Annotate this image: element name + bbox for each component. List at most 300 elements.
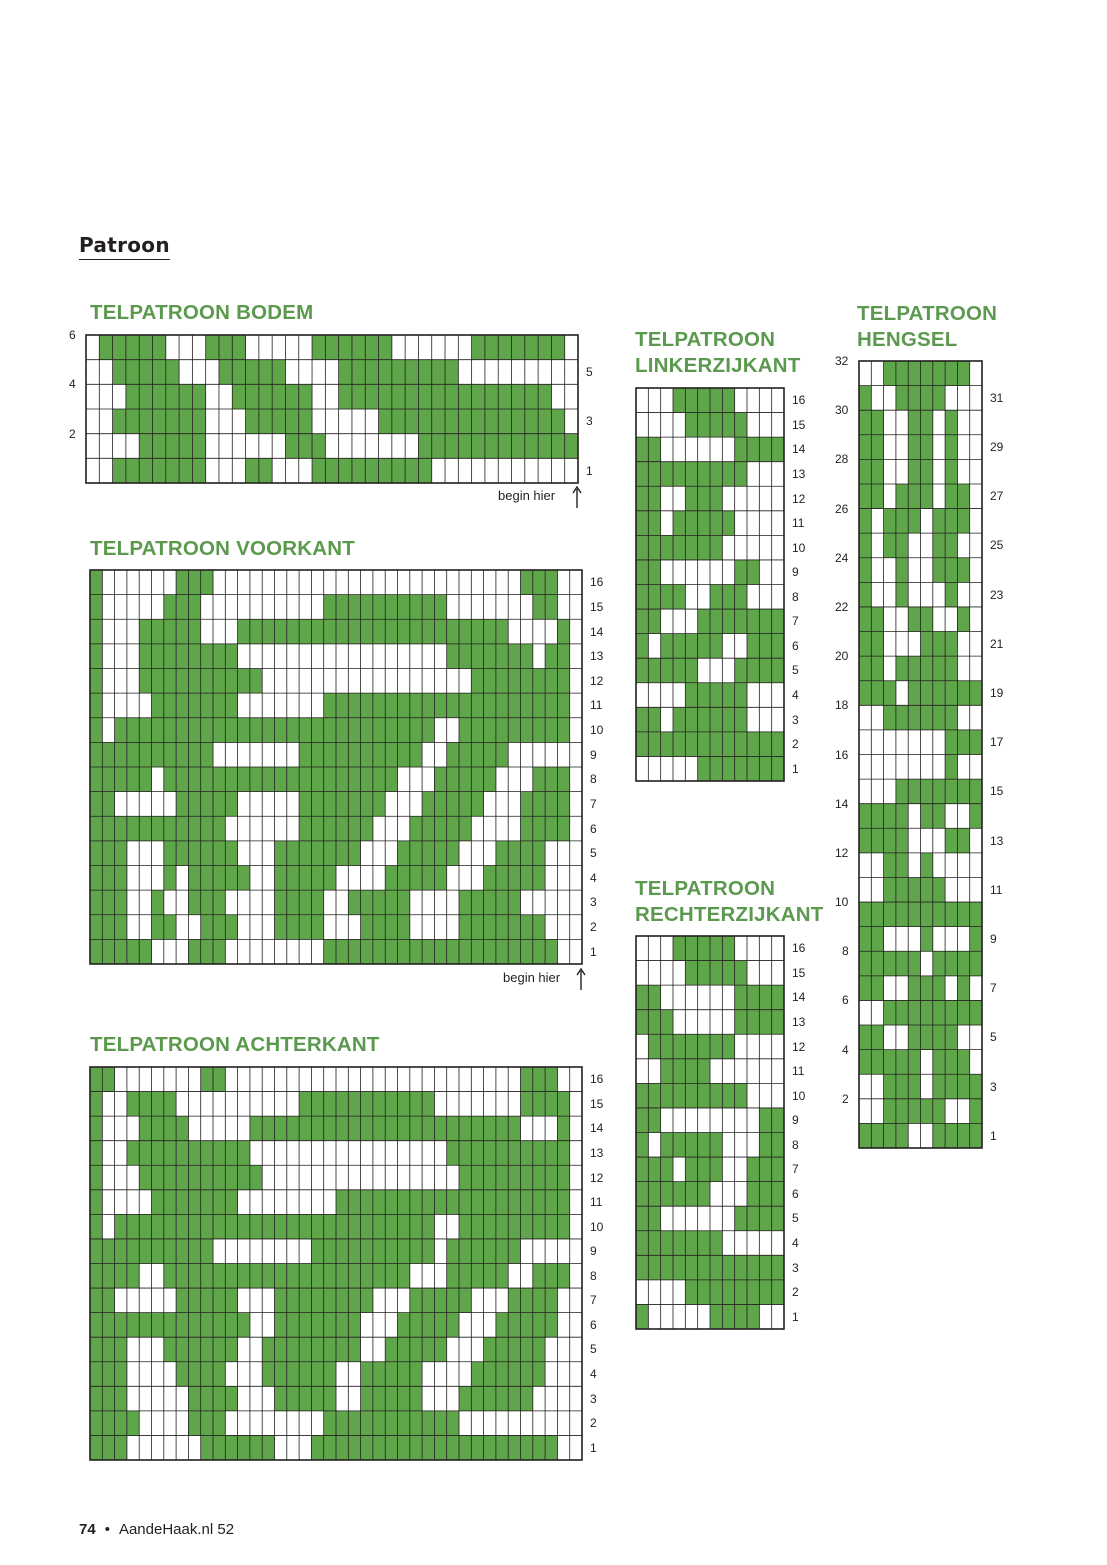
filled-stitch [759, 1010, 772, 1035]
filled-stitch [722, 388, 735, 413]
filled-stitch [710, 961, 723, 986]
filled-stitch [201, 644, 214, 669]
filled-stitch [201, 1264, 214, 1289]
filled-stitch [673, 1034, 686, 1059]
filled-stitch [348, 693, 361, 718]
filled-stitch [392, 384, 406, 409]
filled-stitch [90, 1411, 103, 1436]
filled-stitch [287, 866, 300, 891]
filled-stitch [722, 511, 735, 536]
filled-stitch [884, 1000, 897, 1025]
filled-stitch [735, 1255, 748, 1280]
filled-stitch [259, 458, 273, 483]
row-number: 22 [835, 599, 849, 614]
filled-stitch [250, 1264, 263, 1289]
filled-stitch [859, 410, 872, 435]
filled-stitch [636, 707, 649, 732]
filled-stitch [164, 1239, 177, 1264]
filled-stitch [152, 384, 166, 409]
filled-stitch [533, 866, 546, 891]
filled-stitch [735, 585, 748, 610]
filled-stitch [735, 658, 748, 683]
filled-stitch [508, 1386, 521, 1411]
filled-stitch [262, 1116, 275, 1141]
filled-stitch [225, 1214, 238, 1239]
filled-stitch [102, 1362, 115, 1387]
row-number: 31 [990, 390, 1004, 405]
filled-stitch [422, 1239, 435, 1264]
filled-stitch [685, 634, 698, 659]
filled-stitch [908, 1025, 921, 1050]
filled-stitch [521, 1214, 534, 1239]
filled-stitch [533, 1214, 546, 1239]
filled-stitch [871, 927, 884, 952]
filled-stitch [262, 1435, 275, 1460]
filled-stitch [685, 707, 698, 732]
filled-stitch [673, 511, 686, 536]
filled-stitch [557, 792, 570, 817]
filled-stitch [299, 1362, 312, 1387]
filled-stitch [176, 693, 189, 718]
filled-stitch [102, 1337, 115, 1362]
row-number: 11 [990, 882, 1003, 897]
filled-stitch [908, 976, 921, 1001]
row-number: 11 [590, 698, 603, 713]
filled-stitch [661, 1157, 674, 1182]
filled-stitch [379, 409, 393, 434]
filled-stitch [859, 828, 872, 853]
filled-stitch [299, 915, 312, 940]
filled-stitch [557, 619, 570, 644]
filled-stitch [373, 1362, 386, 1387]
filled-stitch [422, 841, 435, 866]
filled-stitch [472, 384, 486, 409]
filled-stitch [287, 1313, 300, 1338]
filled-stitch [348, 792, 361, 817]
filled-stitch [747, 609, 760, 634]
filled-stitch [545, 1092, 558, 1117]
filled-stitch [188, 1313, 201, 1338]
filled-stitch [759, 1206, 772, 1231]
filled-stitch [275, 1214, 288, 1239]
row-number: 27 [990, 489, 1004, 504]
filled-stitch [710, 1133, 723, 1158]
filled-stitch [957, 902, 970, 927]
filled-stitch [336, 841, 349, 866]
filled-stitch [311, 1214, 324, 1239]
filled-stitch [339, 384, 353, 409]
filled-stitch [385, 1239, 398, 1264]
filled-stitch [152, 1313, 165, 1338]
filled-stitch [311, 866, 324, 891]
filled-stitch [102, 1313, 115, 1338]
filled-stitch [422, 1337, 435, 1362]
filled-stitch [176, 669, 189, 694]
filled-stitch [447, 1141, 460, 1166]
filled-stitch [636, 1206, 649, 1231]
filled-stitch [759, 1133, 772, 1158]
filled-stitch [385, 767, 398, 792]
filled-stitch [213, 718, 226, 743]
row-number: 5 [590, 1342, 597, 1357]
filled-stitch [945, 632, 958, 657]
filled-stitch [545, 644, 558, 669]
filled-stitch [188, 693, 201, 718]
filled-stitch [636, 1182, 649, 1207]
filled-stitch [311, 1313, 324, 1338]
filled-stitch [447, 693, 460, 718]
filled-stitch [459, 1116, 472, 1141]
filled-stitch [398, 866, 411, 891]
filled-stitch [685, 486, 698, 511]
filled-stitch [521, 915, 534, 940]
filled-stitch [422, 595, 435, 620]
filled-stitch [673, 936, 686, 961]
filled-stitch [336, 1116, 349, 1141]
filled-stitch [287, 841, 300, 866]
filled-stitch [471, 792, 484, 817]
filled-stitch [213, 1214, 226, 1239]
filled-stitch [908, 779, 921, 804]
filled-stitch [432, 409, 446, 434]
filled-stitch [747, 560, 760, 585]
filled-stitch [311, 1337, 324, 1362]
arrow-up-icon [572, 486, 582, 508]
filled-stitch [398, 1239, 411, 1264]
filled-stitch [164, 1190, 177, 1215]
filled-stitch [661, 535, 674, 560]
filled-stitch [324, 1362, 337, 1387]
filled-stitch [287, 767, 300, 792]
filled-stitch [213, 890, 226, 915]
filled-stitch [508, 915, 521, 940]
filled-stitch [496, 1337, 509, 1362]
row-number: 23 [990, 587, 1004, 602]
filled-stitch [139, 1092, 152, 1117]
filled-stitch [871, 484, 884, 509]
filled-stitch [127, 718, 140, 743]
filled-stitch [275, 915, 288, 940]
filled-stitch [201, 1214, 214, 1239]
filled-stitch [710, 486, 723, 511]
filled-stitch [262, 1214, 275, 1239]
filled-stitch [921, 459, 934, 484]
filled-stitch [859, 386, 872, 411]
filled-stitch [538, 384, 552, 409]
filled-stitch [698, 1034, 711, 1059]
filled-stitch [945, 459, 958, 484]
filled-stitch [447, 1190, 460, 1215]
filled-stitch [385, 1092, 398, 1117]
filled-stitch [945, 533, 958, 558]
filled-stitch [459, 1288, 472, 1313]
filled-stitch [484, 644, 497, 669]
filled-stitch [379, 458, 393, 483]
chart-title-line: TELPATROON [857, 302, 998, 325]
filled-stitch [312, 434, 326, 459]
filled-stitch [648, 462, 661, 487]
filled-stitch [747, 1304, 760, 1329]
filled-stitch [90, 915, 103, 940]
filled-stitch [176, 595, 189, 620]
filled-stitch [324, 816, 337, 841]
filled-stitch [772, 1206, 785, 1231]
row-number: 12 [792, 491, 806, 506]
filled-stitch [324, 619, 337, 644]
filled-stitch [176, 1362, 189, 1387]
filled-stitch [484, 866, 497, 891]
filled-stitch [459, 619, 472, 644]
filled-stitch [434, 866, 447, 891]
filled-stitch [933, 705, 946, 730]
filled-stitch [458, 434, 472, 459]
filled-stitch [710, 707, 723, 732]
filled-stitch [152, 1190, 165, 1215]
filled-stitch [508, 890, 521, 915]
row-number: 11 [590, 1195, 603, 1210]
filled-stitch [661, 585, 674, 610]
filled-stitch [445, 409, 459, 434]
footer-separator: • [104, 1521, 110, 1538]
row-number: 6 [69, 328, 76, 342]
filled-stitch [410, 1214, 423, 1239]
filled-stitch [871, 1025, 884, 1050]
filled-stitch [410, 1337, 423, 1362]
filled-stitch [115, 890, 128, 915]
filled-stitch [373, 1092, 386, 1117]
filled-stitch [348, 1435, 361, 1460]
row-number: 2 [590, 1416, 597, 1431]
filled-stitch [225, 1288, 238, 1313]
filled-stitch [201, 570, 214, 595]
filled-stitch [164, 644, 177, 669]
filled-stitch [459, 1264, 472, 1289]
filled-stitch [348, 619, 361, 644]
filled-stitch [557, 816, 570, 841]
filled-stitch [102, 841, 115, 866]
filled-stitch [565, 434, 579, 459]
filled-stitch [176, 841, 189, 866]
filled-stitch [164, 841, 177, 866]
filled-stitch [685, 462, 698, 487]
filled-stitch [896, 877, 909, 902]
filled-stitch [102, 890, 115, 915]
filled-stitch [311, 1435, 324, 1460]
filled-stitch [201, 1362, 214, 1387]
filled-stitch [385, 1386, 398, 1411]
chart-title-line: TELPATROON BODEM [90, 301, 314, 324]
filled-stitch [201, 1386, 214, 1411]
filled-stitch [859, 1025, 872, 1050]
filled-stitch [176, 792, 189, 817]
filled-stitch [661, 1059, 674, 1084]
filled-stitch [471, 767, 484, 792]
filled-stitch [225, 1165, 238, 1190]
filled-stitch [459, 644, 472, 669]
filled-stitch [90, 1362, 103, 1387]
filled-stitch [933, 386, 946, 411]
filled-stitch [434, 1435, 447, 1460]
filled-stitch [933, 632, 946, 657]
row-number: 12 [590, 673, 604, 688]
filled-stitch [710, 388, 723, 413]
filled-stitch [348, 1411, 361, 1436]
filled-stitch [115, 1362, 128, 1387]
filled-stitch [636, 1304, 649, 1329]
filled-stitch [336, 767, 349, 792]
filled-stitch [410, 1288, 423, 1313]
filled-stitch [201, 841, 214, 866]
row-number: 4 [792, 688, 799, 703]
filled-stitch [921, 484, 934, 509]
filled-stitch [152, 644, 165, 669]
filled-stitch [176, 1288, 189, 1313]
filled-stitch [410, 939, 423, 964]
filled-stitch [434, 595, 447, 620]
filled-stitch [188, 1386, 201, 1411]
filled-stitch [551, 409, 565, 434]
filled-stitch [933, 533, 946, 558]
filled-stitch [201, 1165, 214, 1190]
filled-stitch [410, 718, 423, 743]
filled-stitch [698, 486, 711, 511]
filled-stitch [533, 792, 546, 817]
filled-stitch [685, 1255, 698, 1280]
filled-stitch [176, 1239, 189, 1264]
filled-stitch [90, 866, 103, 891]
filled-stitch [352, 458, 366, 483]
filled-stitch [673, 388, 686, 413]
filled-stitch [472, 434, 486, 459]
filled-stitch [521, 1435, 534, 1460]
filled-stitch [521, 644, 534, 669]
filled-stitch [188, 570, 201, 595]
filled-stitch [945, 656, 958, 681]
filled-stitch [772, 1157, 785, 1182]
filled-stitch [311, 742, 324, 767]
filled-stitch [735, 413, 748, 438]
filled-stitch [685, 732, 698, 757]
filled-stitch [772, 1280, 785, 1305]
filled-stitch [434, 1313, 447, 1338]
filled-stitch [661, 634, 674, 659]
filled-stitch [90, 816, 103, 841]
filled-stitch [422, 1214, 435, 1239]
filled-stitch [970, 1000, 983, 1025]
filled-stitch [957, 1050, 970, 1075]
filled-stitch [908, 459, 921, 484]
filled-stitch [176, 570, 189, 595]
filled-stitch [324, 1092, 337, 1117]
filled-stitch [921, 1099, 934, 1124]
filled-stitch [422, 792, 435, 817]
filled-stitch [361, 1411, 374, 1436]
filled-stitch [311, 1092, 324, 1117]
filled-stitch [188, 1288, 201, 1313]
filled-stitch [735, 462, 748, 487]
filled-stitch [759, 658, 772, 683]
filled-stitch [722, 1083, 735, 1108]
filled-stitch [498, 384, 512, 409]
row-number: 10 [590, 1219, 604, 1234]
filled-stitch [859, 558, 872, 583]
filled-stitch [471, 644, 484, 669]
filled-stitch [859, 459, 872, 484]
filled-stitch [225, 718, 238, 743]
row-number: 25 [990, 538, 1004, 553]
filled-stitch [685, 1182, 698, 1207]
filled-stitch [139, 1165, 152, 1190]
filled-stitch [447, 767, 460, 792]
filled-stitch [225, 1264, 238, 1289]
filled-stitch [859, 804, 872, 829]
filled-stitch [434, 767, 447, 792]
filled-stitch [921, 607, 934, 632]
filled-stitch [152, 1116, 165, 1141]
filled-stitch [422, 1092, 435, 1117]
filled-stitch [545, 595, 558, 620]
filled-stitch [201, 669, 214, 694]
filled-stitch [90, 1141, 103, 1166]
filled-stitch [533, 1362, 546, 1387]
row-number: 13 [590, 1145, 604, 1160]
filled-stitch [945, 951, 958, 976]
filled-stitch [324, 1116, 337, 1141]
filled-stitch [262, 619, 275, 644]
filled-stitch [648, 1182, 661, 1207]
filled-stitch [336, 1435, 349, 1460]
filled-stitch [115, 1214, 128, 1239]
filled-stitch [484, 1239, 497, 1264]
filled-stitch [896, 853, 909, 878]
filled-stitch [722, 413, 735, 438]
filled-stitch [933, 361, 946, 386]
footer [79, 1521, 234, 1538]
filled-stitch [648, 1034, 661, 1059]
filled-stitch [884, 509, 897, 534]
filled-stitch [410, 1386, 423, 1411]
filled-stitch [710, 511, 723, 536]
filled-stitch [398, 742, 411, 767]
filled-stitch [285, 409, 299, 434]
filled-stitch [747, 1206, 760, 1231]
filled-stitch [90, 841, 103, 866]
filled-stitch [339, 458, 353, 483]
filled-stitch [747, 658, 760, 683]
filled-stitch [385, 1435, 398, 1460]
filled-stitch [471, 619, 484, 644]
filled-stitch [447, 816, 460, 841]
chart-title-rechterzijkant [635, 876, 823, 928]
filled-stitch [484, 1337, 497, 1362]
filled-stitch [90, 792, 103, 817]
filled-stitch [484, 1435, 497, 1460]
filled-stitch [311, 1288, 324, 1313]
filled-stitch [324, 1239, 337, 1264]
filled-stitch [348, 816, 361, 841]
filled-stitch [287, 1288, 300, 1313]
filled-stitch [422, 1435, 435, 1460]
filled-stitch [90, 718, 103, 743]
filled-stitch [361, 1435, 374, 1460]
filled-stitch [398, 890, 411, 915]
filled-stitch [698, 535, 711, 560]
row-number: 13 [792, 466, 806, 481]
filled-stitch [648, 609, 661, 634]
filled-stitch [551, 434, 565, 459]
filled-stitch [648, 707, 661, 732]
filled-stitch [759, 1108, 772, 1133]
